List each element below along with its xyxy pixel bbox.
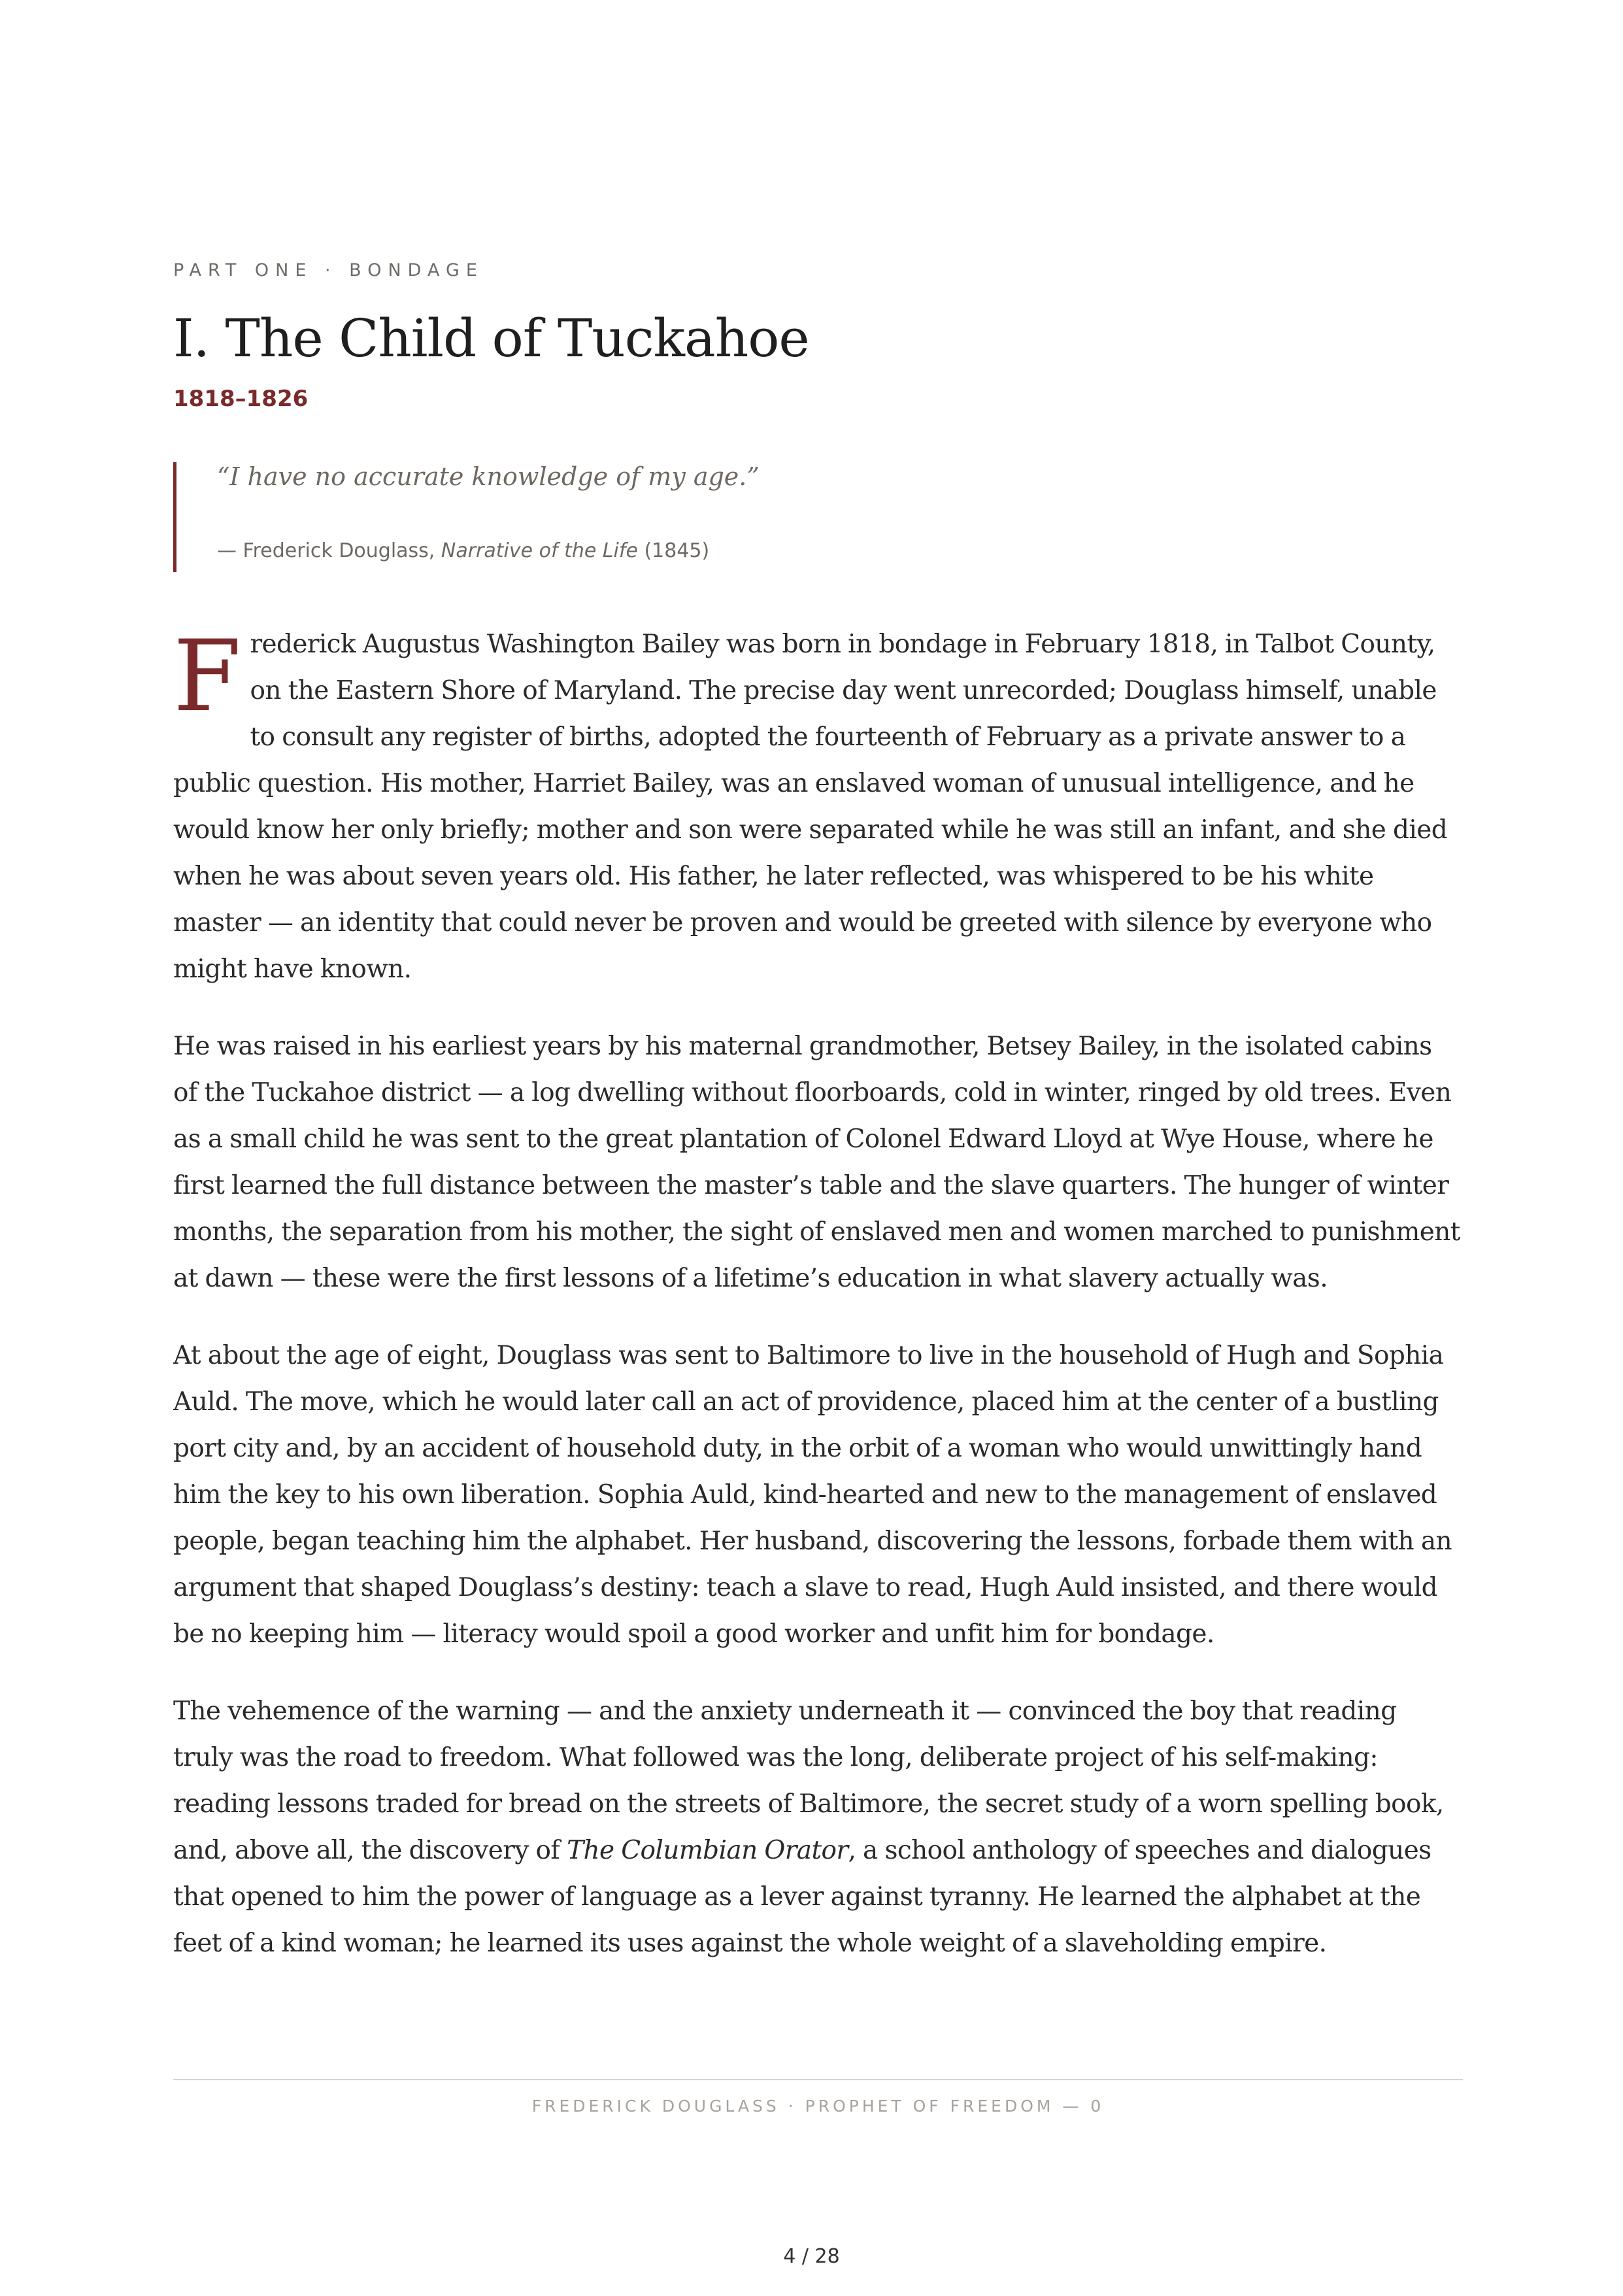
page-indicator: 4 / 28 xyxy=(783,2245,840,2268)
epigraph-cite-prefix: — Frederick Douglass, xyxy=(217,539,441,562)
part-label: PART ONE · BONDAGE xyxy=(173,260,484,280)
epigraph-cite-work: Narrative of the Life xyxy=(441,539,638,562)
paragraph-4 xyxy=(173,1688,1463,1967)
epigraph xyxy=(173,462,958,572)
paragraph-2: He was raised in his earliest years by his maternal grandmother, Betsey Bailey, in the isolated cabins of the Tuckahoe district — a log dwelling without floorboards, cold in winter, ringed by old trees. Even as a small child he was sent to the great plantation of Colonel Edward Lloyd at Wye House, where he first learned the full distance between the master’s table and the slave quarters. The hunger of winter months, the separation from his mother, the sight of enslaved men and women marched to punishment at dawn — these were the first lessons of a lifetime’s education in what slavery actually was. xyxy=(173,1032,1460,1293)
footer-divider xyxy=(173,2079,1463,2080)
book-title: The Columbian Orator xyxy=(567,1836,848,1865)
epigraph-citation xyxy=(217,539,709,562)
epigraph-quote: “I have no accurate knowledge of my age.” xyxy=(217,462,760,491)
document-page xyxy=(173,0,1463,2296)
drop-cap: F xyxy=(173,621,241,734)
running-footer: FREDERICK DOUGLASS · PROPHET OF FREEDOM — 0 xyxy=(531,2097,1105,2116)
chapter-years: 1818–1826 xyxy=(173,386,309,412)
paragraph-3: At about the age of eight, Douglass was sent to Baltimore to live in the household of Hugh and Sophia Auld. The move, which he would later call an act of providence, placed him at the center of a bustling port city and, by an accident of household duty, in the orbit of a woman who would unwittingly hand him the key to his own liberation. Sophia Auld, kind-hearted and new to the management of enslaved people, began teaching him the alphabet. Her husband, discovering the lessons, forbade them with an argument that shaped Douglass’s destiny: teach a slave to read, Hugh Auld insisted, and there would be no keeping him — literacy would spoil a good worker and unfit him for bondage. xyxy=(173,1341,1452,1649)
paragraph-4-text-before: The vehemence of the warning — and the anxiety underneath it — convinced the boy that reading truly was the road to freedom. What followed was the long, deliberate project of his self-making: reading lessons traded for bread on the streets of Baltimore, the secret study of a worn spelling book, and, above all, the discovery of xyxy=(173,1697,1444,1865)
body-text xyxy=(173,621,1463,2072)
paragraph-1 xyxy=(173,621,1463,992)
paragraph-1-text: rederick Augustus Washington Bailey was born in bondage in February 1818, in Talbot County, on the Eastern Shore of Maryland. The precise day went unrecorded; Douglass himself, unable to consult any register of births, adopted the fourteenth of February as a private answer to a public question. His mother, Harriet Bailey, was an enslaved woman of unusual intelligence, and he would know her only briefly; mother and son were separated while he was still an infant, and she died when he was about seven years old. His father, he later reflected, was whispered to be his white master — an identity that could never be proven and would be greeted with silence by everyone who might have known. xyxy=(173,630,1448,984)
epigraph-cite-suffix: (1845) xyxy=(637,539,710,562)
chapter-title: I. The Child of Tuckahoe xyxy=(173,308,809,369)
paragraph-4-text-after: , a school anthology of speeches and dialogues that opened to him the power of language as a lever against tyranny. He learned the alphabet at the feet of a kind woman; he learned its uses against the whole weight of a slaveholding empire. xyxy=(173,1836,1431,1958)
